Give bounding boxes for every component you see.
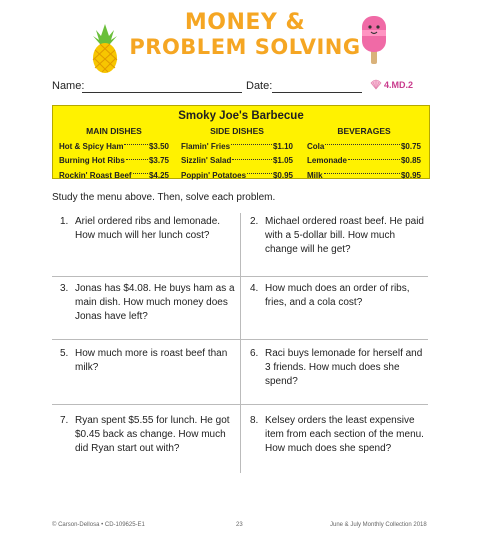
page-title [115, 10, 375, 60]
name-field[interactable] [82, 80, 242, 93]
problem-number: 3. [60, 283, 69, 294]
date-label: Date: [246, 80, 273, 92]
problem-text: Ryan spent $5.55 for lunch. He got $0.45 back as change. How much did Ryan start out with? [75, 415, 230, 454]
menu-item-name: Milk [307, 170, 323, 180]
menu-title: Smoky Joe's Barbecue [178, 110, 304, 122]
menu-item-price: $0.75 [400, 141, 421, 151]
title-line-1: MONEY & [184, 10, 306, 35]
footer-collection: June & July Monthly Collection 2018 [330, 522, 427, 528]
menu-item-price: $1.10 [272, 141, 293, 151]
footer-page-number: 23 [236, 522, 243, 528]
menu-box [52, 105, 430, 179]
menu-item-name: Lemonade [307, 156, 348, 166]
menu-column-side-dishes [181, 126, 293, 183]
problem-text: Kelsey orders the least expensive item from each section of the menu. How much does she spend? [265, 415, 424, 454]
menu-item [59, 154, 169, 169]
menu-item-price: $3.50 [148, 141, 169, 151]
menu-item-name: Flamin' Fries [181, 141, 231, 151]
menu-column-beverages [307, 126, 421, 183]
menu-item-price: $0.85 [400, 156, 421, 166]
problem-text: Jonas has $4.08. He buys ham as a main dish. How much money does Jonas have left? [75, 283, 235, 322]
menu-item-name: Sizzlin' Salad [181, 156, 232, 166]
grid-divider [52, 276, 428, 277]
menu-item-price: $0.95 [400, 170, 421, 180]
problem-number: 6. [250, 348, 259, 359]
menu-item-name: Burning Hot Ribs [59, 156, 125, 166]
menu-item [307, 154, 421, 169]
problem-text: Raci buys lemonade for herself and 3 friends. How much does she spend? [265, 348, 423, 387]
problem-number: 4. [250, 283, 259, 294]
problem-number: 5. [60, 348, 69, 359]
title-line-2: PROBLEM SOLVING [129, 35, 361, 59]
menu-item-name: Cola [307, 141, 325, 151]
menu-item-price: $0.95 [272, 170, 293, 180]
name-label: Name: [52, 80, 85, 92]
menu-item-price: $1.05 [272, 156, 293, 166]
problem-text: How much does an order of ribs, fries, and a cola cost? [265, 283, 410, 308]
menu-item [181, 168, 293, 183]
date-field[interactable] [272, 80, 362, 93]
grid-divider [52, 404, 428, 405]
problem-number: 8. [250, 415, 259, 426]
menu-column-header: SIDE DISHES [210, 126, 264, 136]
menu-item [181, 154, 293, 169]
instructions: Study the menu above. Then, solve each problem. [52, 192, 276, 203]
menu-item [181, 139, 293, 154]
problem-text: Ariel ordered ribs and lemonade. How much will her lunch cost? [75, 216, 221, 241]
menu-item [307, 168, 421, 183]
pineapple-icon [88, 22, 122, 74]
menu-item-name: Poppin' Potatoes [181, 170, 247, 180]
problem-number: 2. [250, 216, 259, 227]
menu-item-price: $4.25 [148, 170, 169, 180]
problem-text: How much more is roast beef than milk? [75, 348, 228, 373]
footer-copyright: © Carson-Dellosa • CD-109625-E1 [52, 522, 145, 528]
menu-item [59, 139, 169, 154]
menu-column-header: BEVERAGES [337, 126, 391, 136]
grid-divider [52, 339, 428, 340]
menu-item [307, 139, 421, 154]
problem-number: 7. [60, 415, 69, 426]
menu-item-name: Rockin' Roast Beef [59, 170, 132, 180]
menu-item-price: $3.75 [148, 156, 169, 166]
menu-column-header: MAIN DISHES [86, 126, 142, 136]
menu-column-main-dishes [59, 126, 169, 183]
standard-code: 4.MD.2 [384, 80, 414, 90]
problem-number: 1. [60, 216, 69, 227]
menu-item-name: Hot & Spicy Ham [59, 141, 124, 151]
problem-text: Michael ordered roast beef. He paid with a 5-dollar bill. How much change will he get? [265, 216, 424, 255]
seashell-icon [370, 78, 382, 90]
grid-divider-vertical [240, 213, 241, 473]
menu-item [59, 168, 169, 183]
popsicle-icon [358, 14, 390, 66]
